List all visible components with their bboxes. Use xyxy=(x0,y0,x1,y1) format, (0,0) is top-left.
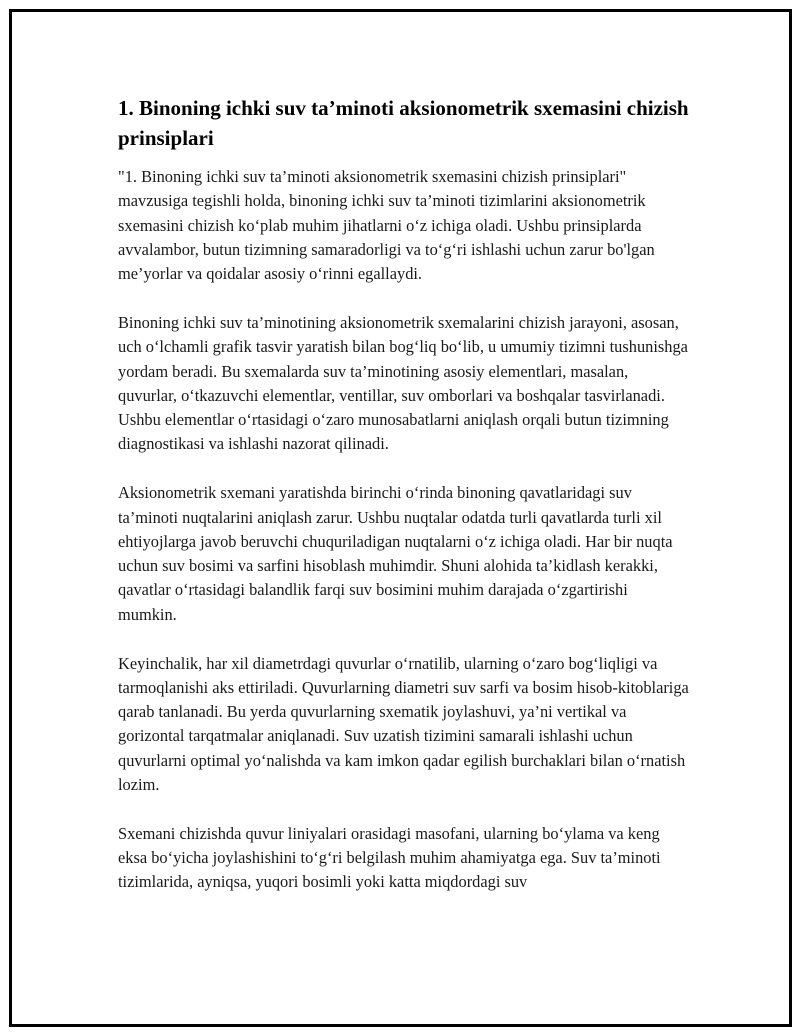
paragraph-2: Binoning ichki suv ta’minotining aksionometrik sxemalarini chizish jarayoni, asosan, uch o‘lchamli grafik tasvir yaratish bilan bog‘liq bo‘lib, u umumiy tizimni tushunishga yordam beradi. Bu sxemalarda suv ta’minotining asosiy elementlari, masalan, quvurlar, o‘tkazuvchi elementlar, ventillar, suv omborlari va boshqalar tasvirlanadi. Ushbu elementlar o‘rtasidagi o‘zaro munosabatlarni aniqlash orqali butun tizimning diagnostikasi va ishlashi nazorat qilinadi. xyxy=(118,312,688,454)
paragraph-5: Sxemani chizishda quvur liniyalari orasidagi masofani, ularning bo‘ylama va keng eksa bo‘yicha joylashishini to‘g‘ri belgilash muhim ahamiyatga ega. Suv ta’minoti tizimlarida, ayniqsa, yuqori bosimli yoki katta miqdordagi suv xyxy=(118,823,661,892)
paragraph-3: Aksionometrik sxemani yaratishda birinchi o‘rinda binoning qavatlaridagi suv ta’minoti nuqtalarini aniqlash zarur. Ushbu nuqtalar odatda turli qavatlarda turli xil ehtiyojlarga javob beruvchi chuquriladigan nuqtalarni o‘z ichiga oladi. Har bir nuqta uchun suv bosimi va sarfini hisoblash muhimdir. Shuni alohida ta’kidlash kerakki, qavatlar o‘rtasidagi balandlik farqi suv bosimini muhim darajada o‘zgartirishi mumkin. xyxy=(118,483,673,624)
document-body xyxy=(118,93,690,919)
paragraph-1: "1. Binoning ichki suv ta’minoti aksionometrik sxemasini chizish prinsiplari" mavzusiga tegishli holda, binoning ichki suv ta’minoti tizimlarini aksionometrik sxemasini chizish ko‘plab muhim jihatlarni o‘z ichiga oladi. Ushbu prinsiplarda avvalambor, butun tizimning samaradorligi va to‘g‘ri ishlashi uchun zarur bo'lgan me’yorlar va qoidalar asosiy o‘rinni egallaydi. xyxy=(118,167,655,284)
paragraph-4: Keyinchalik, har xil diametrdagi quvurlar o‘rnatilib, ularning o‘zaro bog‘liqligi va tarmoqlanishi aks ettiriladi. Quvurlarning diametri suv sarfi va bosim hisob-kitoblariga qarab tanlanadi. Bu yerda quvurlarning sxematik joylashuvi, ya’ni vertikal va gorizontal tarqatmalar aniqlanadi. Suv uzatish tizimini samarali ishlashi uchun quvurlarni optimal yo‘nalishda va kam imkon qadar egilish burchaklari bilan o‘rnatish lozim. xyxy=(118,653,689,795)
document-title: 1. Binoning ichki suv ta’minoti aksionometrik sxemasini chizish prinsiplari xyxy=(118,96,689,150)
